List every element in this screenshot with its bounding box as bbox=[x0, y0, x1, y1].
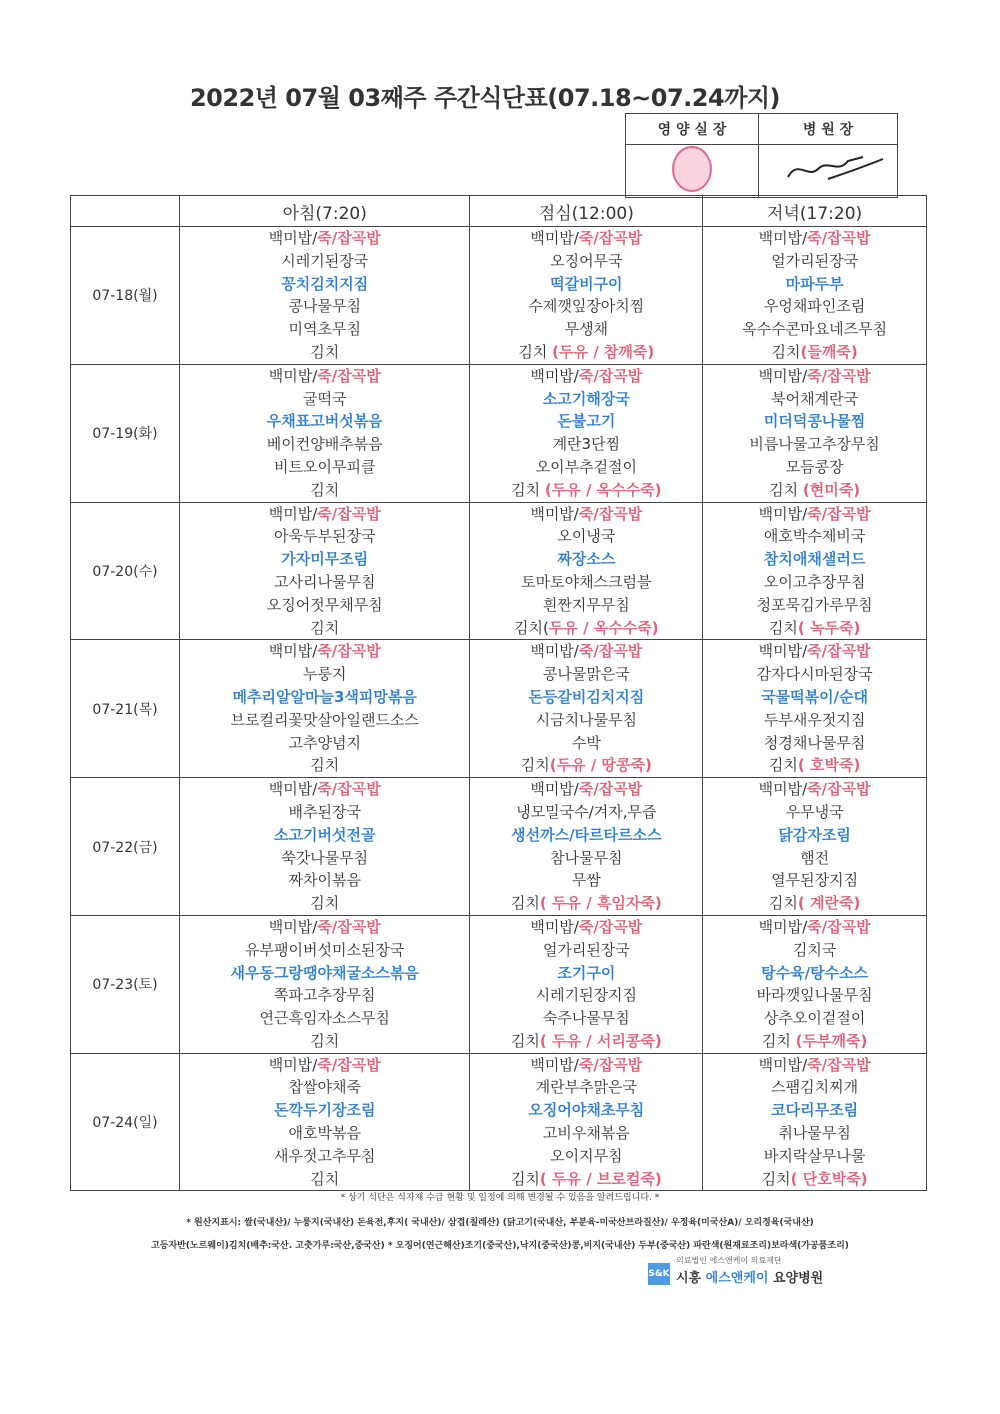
menu-item: 김치 bbox=[310, 894, 340, 913]
menu-item: 베이컨양배추볶음 bbox=[266, 435, 383, 454]
menu-item: 짜차이볶음 bbox=[288, 871, 361, 890]
menu-item: 백미밥/죽/잡곡밥 bbox=[530, 229, 643, 247]
menu-item: 상추오이겉절이 bbox=[763, 1009, 866, 1028]
approval-box bbox=[625, 113, 898, 198]
dinner-cell bbox=[703, 364, 927, 502]
menu-item: 고사리나물무침 bbox=[274, 572, 376, 591]
menu-item: 소고기해장국 bbox=[542, 389, 630, 408]
menu-item: 콩나물무침 bbox=[288, 297, 361, 316]
breakfast-cell bbox=[180, 502, 470, 640]
day-label: 07-24(일) bbox=[71, 1053, 180, 1191]
dinner-cell bbox=[703, 502, 927, 640]
menu-item: 김치 (두유 / 참깨죽) bbox=[518, 342, 655, 361]
menu-item: 김치( 두유 / 서리콩죽) bbox=[510, 1031, 662, 1050]
menu-item: 찹쌀야채죽 bbox=[288, 1078, 361, 1097]
menu-item: 오이지무침 bbox=[550, 1146, 623, 1165]
weekly-menu-table bbox=[70, 195, 927, 1191]
menu-item: 옥수수콘마요네즈무침 bbox=[742, 320, 888, 339]
breakfast-cell bbox=[180, 227, 470, 365]
menu-item: 배추된장국 bbox=[288, 802, 361, 821]
menu-item: 얼가리된장국 bbox=[542, 940, 630, 959]
menu-item: 김치(두유 / 옥수수죽) bbox=[514, 618, 659, 637]
menu-item: 메추리알알마늘3색피망볶음 bbox=[232, 687, 417, 706]
menu-item: 애호박수제비국 bbox=[763, 527, 866, 546]
breakfast-cell bbox=[180, 364, 470, 502]
menu-item: 계란3단찜 bbox=[552, 435, 621, 454]
menu-item: 비트오이무피클 bbox=[274, 457, 376, 476]
dinner-cell bbox=[703, 640, 927, 778]
menu-item: 열무된장지짐 bbox=[771, 871, 859, 890]
menu-item: 청경채나물무침 bbox=[763, 733, 866, 752]
dinner-header: 저녁(17:20) bbox=[703, 196, 927, 227]
menu-item: 백미밥/죽/잡곡밥 bbox=[268, 917, 381, 936]
menu-item: 무생채 bbox=[564, 320, 609, 339]
menu-item: 우엉채파인조림 bbox=[763, 297, 866, 316]
menu-item: 청포묵김가루무침 bbox=[756, 595, 873, 614]
menu-item: 김치 bbox=[310, 1031, 340, 1050]
lunch-cell bbox=[470, 640, 703, 778]
logo-mark-icon: S&K bbox=[648, 1263, 670, 1285]
menu-item: 오징어무국 bbox=[550, 251, 623, 270]
menu-item: 김치( 계란죽) bbox=[768, 894, 861, 913]
logo-subtitle: 의료법인 에스앤케이 의료재단 bbox=[676, 1256, 782, 1265]
dietitian-label: 영 양 실 장 bbox=[626, 114, 759, 145]
menu-item: 바지락살무나물 bbox=[763, 1146, 866, 1165]
menu-item: 오징어젓무채무침 bbox=[266, 595, 383, 614]
menu-item: 연근흑임자소스무침 bbox=[259, 1009, 390, 1028]
menu-item: 백미밥/죽/잡곡밥 bbox=[758, 366, 871, 385]
menu-item: 계란부추맑은국 bbox=[535, 1078, 638, 1097]
dinner-cell bbox=[703, 227, 927, 365]
signature-icon bbox=[768, 149, 888, 189]
lunch-cell bbox=[470, 227, 703, 365]
day-row bbox=[71, 364, 927, 502]
menu-item: 백미밥/죽/잡곡밥 bbox=[268, 642, 381, 661]
menu-item: 토마토야채스크럼블 bbox=[521, 572, 652, 591]
menu-item: 우채표고버섯볶음 bbox=[266, 412, 383, 431]
menu-item: 비름나물고추장무침 bbox=[749, 435, 880, 454]
menu-item: 백미밥/죽/잡곡밥 bbox=[530, 917, 643, 936]
menu-item: 백미밥/죽/잡곡밥 bbox=[758, 780, 871, 799]
menu-item: 백미밥/죽/잡곡밥 bbox=[268, 1055, 381, 1074]
logo-name: 시흥 에스앤케이 요양병원 bbox=[676, 1271, 824, 1286]
menu-item: 아욱두부된장국 bbox=[274, 527, 376, 546]
lunch-header: 점심(12:00) bbox=[470, 196, 703, 227]
date-header bbox=[71, 196, 180, 227]
menu-item: 백미밥/죽/잡곡밥 bbox=[530, 366, 643, 385]
menu-item: 고비우채볶음 bbox=[542, 1124, 630, 1143]
menu-item: 마파두부 bbox=[785, 274, 844, 293]
menu-item: 굴떡국 bbox=[302, 389, 347, 408]
page-title: 2022년 07월 03째주 주간식단표(07.18~07.24까지) bbox=[189, 84, 781, 112]
menu-item: 탕수육/탕수소스 bbox=[761, 963, 869, 982]
menu-item: 새우젓고추무침 bbox=[274, 1146, 376, 1165]
notice-text: * 상기 식단은 식자재 수급 현황 및 일정에 의해 변경될 수 있음을 알려드립니다. * bbox=[340, 1193, 660, 1203]
director-sign-cell bbox=[759, 145, 898, 198]
menu-item: 오징어야채초무침 bbox=[528, 1101, 645, 1120]
menu-item: 짜장소스 bbox=[557, 550, 616, 569]
menu-item: 스팸김치찌개 bbox=[771, 1078, 859, 1097]
day-row bbox=[71, 1053, 927, 1191]
menu-item: 백미밥/죽/잡곡밥 bbox=[268, 366, 381, 385]
menu-item: 시금치나물무침 bbox=[535, 710, 638, 729]
menu-item: 오이고추장무침 bbox=[763, 572, 866, 591]
origin-text-2: 고등자반(노르웨이)김치(배추:국산. 고춧가루:국산,중국산) * 오징어(연근해산)조기(중국산),낙지(중국산)콩,비지(국내산) 두부(중국산) 파란색(원재료조리)보라색(가공품조리) bbox=[151, 1241, 849, 1251]
menu-item: 수제깻잎장아치찜 bbox=[528, 297, 645, 316]
menu-item: 국물떡볶이/순대 bbox=[761, 687, 869, 706]
menu-item: 김치( 녹두죽) bbox=[768, 618, 861, 637]
menu-item: 김치( 단호박죽) bbox=[761, 1169, 868, 1188]
day-label: 07-19(화) bbox=[71, 364, 180, 502]
dinner-cell bbox=[703, 1053, 927, 1191]
dietitian-stamp-cell bbox=[626, 145, 759, 198]
day-label: 07-18(월) bbox=[71, 227, 180, 365]
menu-item: 유부팽이버섯미소된장국 bbox=[245, 940, 405, 959]
day-row bbox=[71, 227, 927, 365]
menu-item: 흰짠지무무침 bbox=[542, 595, 630, 614]
menu-item: 백미밥/죽/잡곡밥 bbox=[758, 504, 871, 523]
menu-item: 조기구이 bbox=[557, 963, 616, 982]
menu-item: 북어채계란국 bbox=[771, 389, 859, 408]
menu-item: 백미밥/죽/잡곡밥 bbox=[530, 1055, 643, 1074]
menu-item: 김치국 bbox=[792, 940, 837, 959]
seal-stamp-icon bbox=[672, 146, 712, 192]
menu-item: 참치애채샐러드 bbox=[763, 550, 866, 569]
menu-item: 가자미무조림 bbox=[281, 550, 369, 569]
breakfast-cell bbox=[180, 1053, 470, 1191]
menu-item: 새우동그랑땡야채굴소스볶음 bbox=[230, 963, 419, 982]
menu-item: 김치 bbox=[310, 618, 340, 637]
menu-item: 김치( 호박죽) bbox=[768, 756, 861, 775]
menu-item: 김치 (두유 / 옥수수죽) bbox=[511, 480, 662, 499]
lunch-cell bbox=[470, 778, 703, 916]
menu-item: 김치 (두부깨죽) bbox=[761, 1031, 868, 1050]
menu-item: 코다리무조림 bbox=[771, 1101, 859, 1120]
lunch-cell bbox=[470, 502, 703, 640]
menu-item: 김치( 두유 / 흑임자죽) bbox=[510, 894, 662, 913]
origin-text-1: * 원산지표시: 쌀(국내산)/ 누룽지(국내산) 돈육전,후지( 국내산)/ 삼겹(칠레산) (닭고기(국내산, 부분육-미국산브라질산)/ 우정육(미국산A)/ 오리정육(국내산) bbox=[186, 1218, 814, 1228]
menu-item: 숙주나물무침 bbox=[542, 1009, 630, 1028]
menu-item: 우무냉국 bbox=[785, 802, 844, 821]
menu-item: 바라깻잎나물무침 bbox=[756, 986, 873, 1005]
menu-item: 얼가리된장국 bbox=[771, 251, 859, 270]
menu-item: 백미밥/죽/잡곡밥 bbox=[268, 780, 381, 799]
breakfast-cell bbox=[180, 778, 470, 916]
menu-item: 김치(두유 / 땅콩죽) bbox=[520, 756, 652, 775]
menu-item: 냉모밀국수/겨자,무즙 bbox=[516, 802, 657, 821]
lunch-cell bbox=[470, 1053, 703, 1191]
menu-item: 김치 bbox=[310, 1169, 340, 1188]
menu-item: 닭감자조림 bbox=[778, 825, 851, 844]
menu-item: 백미밥/죽/잡곡밥 bbox=[530, 780, 643, 799]
menu-item: 백미밥/죽/잡곡밥 bbox=[758, 1055, 871, 1074]
day-row bbox=[71, 502, 927, 640]
menu-item: 햄전 bbox=[800, 848, 830, 867]
menu-item: 김치 (현미죽) bbox=[769, 480, 861, 499]
menu-item: 백미밥/죽/잡곡밥 bbox=[268, 504, 381, 523]
menu-item: 미더덕콩나물찜 bbox=[763, 412, 866, 431]
menu-item: 김치 bbox=[310, 342, 340, 361]
menu-item: 백미밥/죽/잡곡밥 bbox=[758, 917, 871, 936]
menu-item: 시레기된장지짐 bbox=[535, 986, 638, 1005]
menu-item: 미역초무침 bbox=[288, 320, 361, 339]
menu-item: 취나물무침 bbox=[778, 1124, 851, 1143]
menu-item: 콩나물맑은국 bbox=[542, 665, 630, 684]
dinner-cell bbox=[703, 778, 927, 916]
menu-item: 김치( 두유 / 브로컬죽) bbox=[510, 1169, 662, 1188]
menu-item: 김치 bbox=[310, 756, 340, 775]
menu-item: 쑥갓나물무침 bbox=[281, 848, 369, 867]
menu-item: 감자다시마된장국 bbox=[756, 665, 873, 684]
day-row bbox=[71, 640, 927, 778]
menu-item: 두부새우젓지짐 bbox=[763, 710, 866, 729]
breakfast-header: 아침(7:20) bbox=[180, 196, 470, 227]
menu-item: 생선까스/타르타르소스 bbox=[511, 825, 662, 844]
day-label: 07-20(수) bbox=[71, 502, 180, 640]
menu-item: 백미밥/죽/잡곡밥 bbox=[530, 504, 643, 523]
menu-item: 무쌈 bbox=[571, 871, 601, 890]
day-label: 07-22(금) bbox=[71, 778, 180, 916]
menu-item: 소고기버섯전골 bbox=[274, 825, 376, 844]
menu-item: 참나물무침 bbox=[550, 848, 623, 867]
menu-item: 꽁치김치지짐 bbox=[281, 274, 369, 293]
menu-item: 수박 bbox=[571, 733, 601, 752]
dinner-cell bbox=[703, 915, 927, 1053]
menu-item: 김치(들깨죽) bbox=[771, 342, 858, 361]
menu-item: 백미밥/죽/잡곡밥 bbox=[758, 229, 871, 247]
menu-item: 백미밥/죽/잡곡밥 bbox=[758, 642, 871, 661]
menu-item: 백미밥/죽/잡곡밥 bbox=[530, 642, 643, 661]
lunch-cell bbox=[470, 915, 703, 1053]
menu-item: 돈등갈비김치지짐 bbox=[528, 687, 645, 706]
menu-item: 오이부추겉절이 bbox=[535, 457, 638, 476]
menu-item: 떡갈비구이 bbox=[550, 274, 623, 293]
day-row bbox=[71, 778, 927, 916]
menu-item: 오이냉국 bbox=[557, 527, 616, 546]
menu-item: 브로컬리꽃맛살아일랜드소스 bbox=[230, 710, 419, 729]
menu-item: 시레기된장국 bbox=[281, 251, 369, 270]
hospital-logo bbox=[648, 1255, 824, 1289]
menu-item: 쪽파고추장무침 bbox=[274, 986, 376, 1005]
day-label: 07-23(토) bbox=[71, 915, 180, 1053]
menu-item: 돈불고기 bbox=[557, 412, 616, 431]
menu-item: 애호박볶음 bbox=[288, 1124, 361, 1143]
menu-item: 백미밥/죽/잡곡밥 bbox=[268, 229, 381, 247]
day-row bbox=[71, 915, 927, 1053]
menu-item: 누룽지 bbox=[302, 665, 347, 684]
day-label: 07-21(목) bbox=[71, 640, 180, 778]
breakfast-cell bbox=[180, 915, 470, 1053]
menu-item: 김치 bbox=[310, 480, 340, 499]
director-label: 병 원 장 bbox=[759, 114, 898, 145]
menu-item: 고추양념지 bbox=[288, 733, 361, 752]
lunch-cell bbox=[470, 364, 703, 502]
menu-item: 돈깍두기장조림 bbox=[274, 1101, 376, 1120]
menu-item: 모듬콩장 bbox=[785, 457, 844, 476]
breakfast-cell bbox=[180, 640, 470, 778]
